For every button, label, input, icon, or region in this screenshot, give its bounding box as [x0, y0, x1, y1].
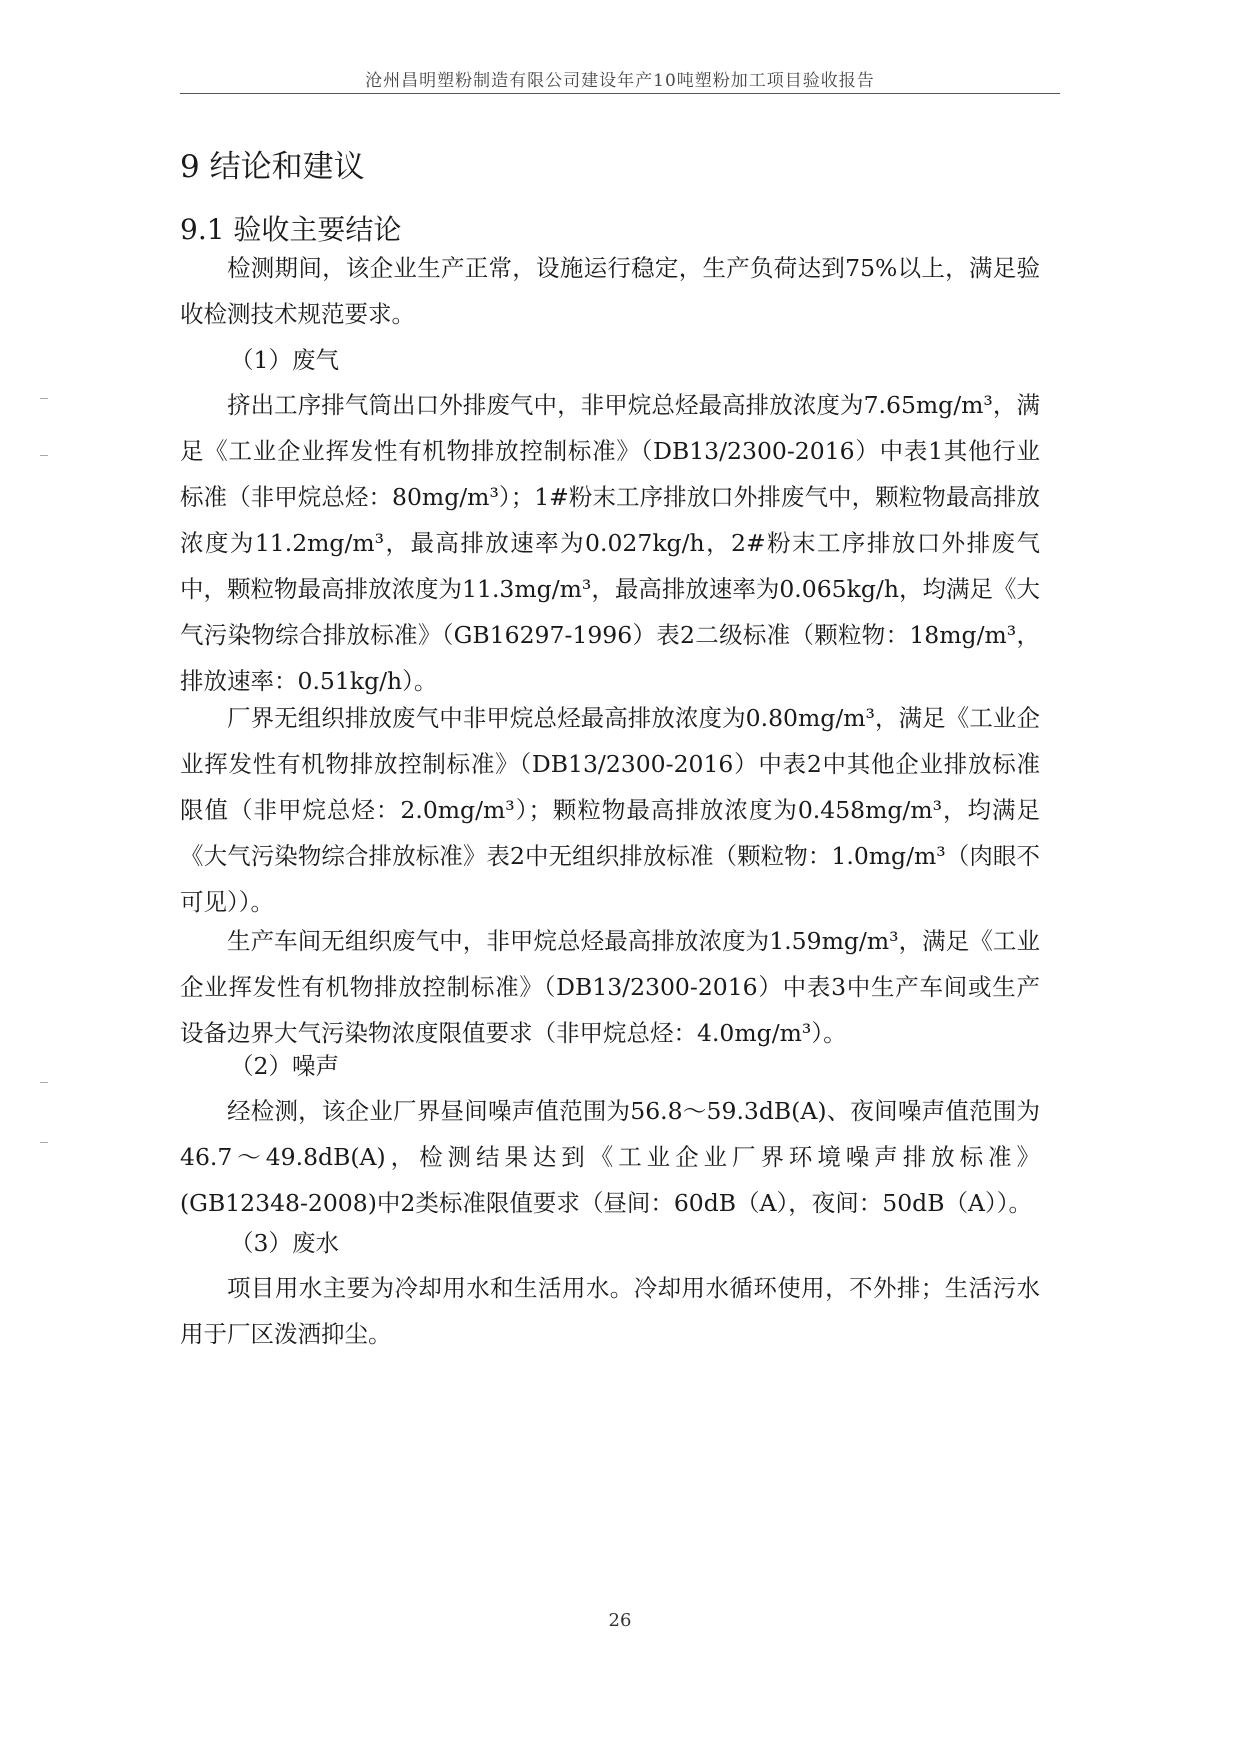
wastewater-heading: （3）废水 — [230, 1229, 339, 1257]
running-header: 沧州昌明塑粉制造有限公司建设年产10吨塑粉加工项目验收报告 — [365, 71, 875, 91]
waste-gas-paragraph-1: 挤出工序排气筒出口外排废气中，非甲烷总烃最高排放浓度为7.65mg/m³，满足《工业企业挥发性有机物排放控制标准》（DB13/2300-2016）中表1其他行业标准（非甲烷总烃：80mg/m³）；1#粉末工序排放口外排废气中，颗粒物最高排放浓度为11.2mg/m³，最高排放速率为0.027kg/h，2#粉末工序排放口外排废气中，颗粒物最高排放浓度为11.3mg/m³，最高排放速率为0.065kg/h，均满足《大气污染物综合排放标准》（GB16297-1996）表2二级标准（颗粒物：18mg/m³，排放速率：0.51kg/h）。 — [180, 391, 1040, 695]
scan-artifact-mark — [40, 398, 48, 399]
noise-paragraph: 经检测，该企业厂界昼间噪声值范围为56.8～59.3dB(A)、夜间噪声值范围为46.7～49.8dB(A)，检测结果达到《工业企业厂界环境噪声排放标准》(GB12348-2008)中2类标准限值要求（昼间：60dB（A），夜间：50dB（A））。 — [180, 1097, 1040, 1217]
waste-gas-heading: （1）废气 — [230, 346, 339, 374]
section-title: 9 结论和建议 — [180, 149, 365, 185]
scan-artifact-mark — [40, 455, 48, 456]
wastewater-paragraph: 项目用水主要为冷却用水和生活用水。冷却用水循环使用，不外排；生活污水用于厂区泼洒抑尘。 — [180, 1274, 1040, 1348]
header-divider — [180, 93, 1060, 94]
intro-paragraph: 检测期间，该企业生产正常，设施运行稳定，生产负荷达到75%以上，满足验收检测技术规范要求。 — [180, 254, 1040, 328]
scan-artifact-mark — [40, 1082, 48, 1083]
subsection-title: 9.1 验收主要结论 — [180, 213, 402, 246]
waste-gas-paragraph-3: 生产车间无组织废气中，非甲烷总烃最高排放浓度为1.59mg/m³，满足《工业企业挥发性有机物排放控制标准》（DB13/2300-2016）中表3中生产车间或生产设备边界大气污染物浓度限值要求（非甲烷总烃：4.0mg/m³）。 — [180, 927, 1040, 1047]
page-number: 26 — [608, 1610, 632, 1631]
scan-artifact-mark — [40, 1142, 48, 1143]
waste-gas-paragraph-2: 厂界无组织排放废气中非甲烷总烃最高排放浓度为0.80mg/m³，满足《工业企业挥发性有机物排放控制标准》（DB13/2300-2016）中表2中其他企业排放标准限值（非甲烷总烃：2.0mg/m³）；颗粒物最高排放浓度为0.458mg/m³，均满足《大气污染物综合排放标准》表2中无组织排放标准（颗粒物：1.0mg/m³（肉眼不可见））。 — [180, 704, 1040, 916]
noise-heading: （2）噪声 — [230, 1052, 339, 1080]
